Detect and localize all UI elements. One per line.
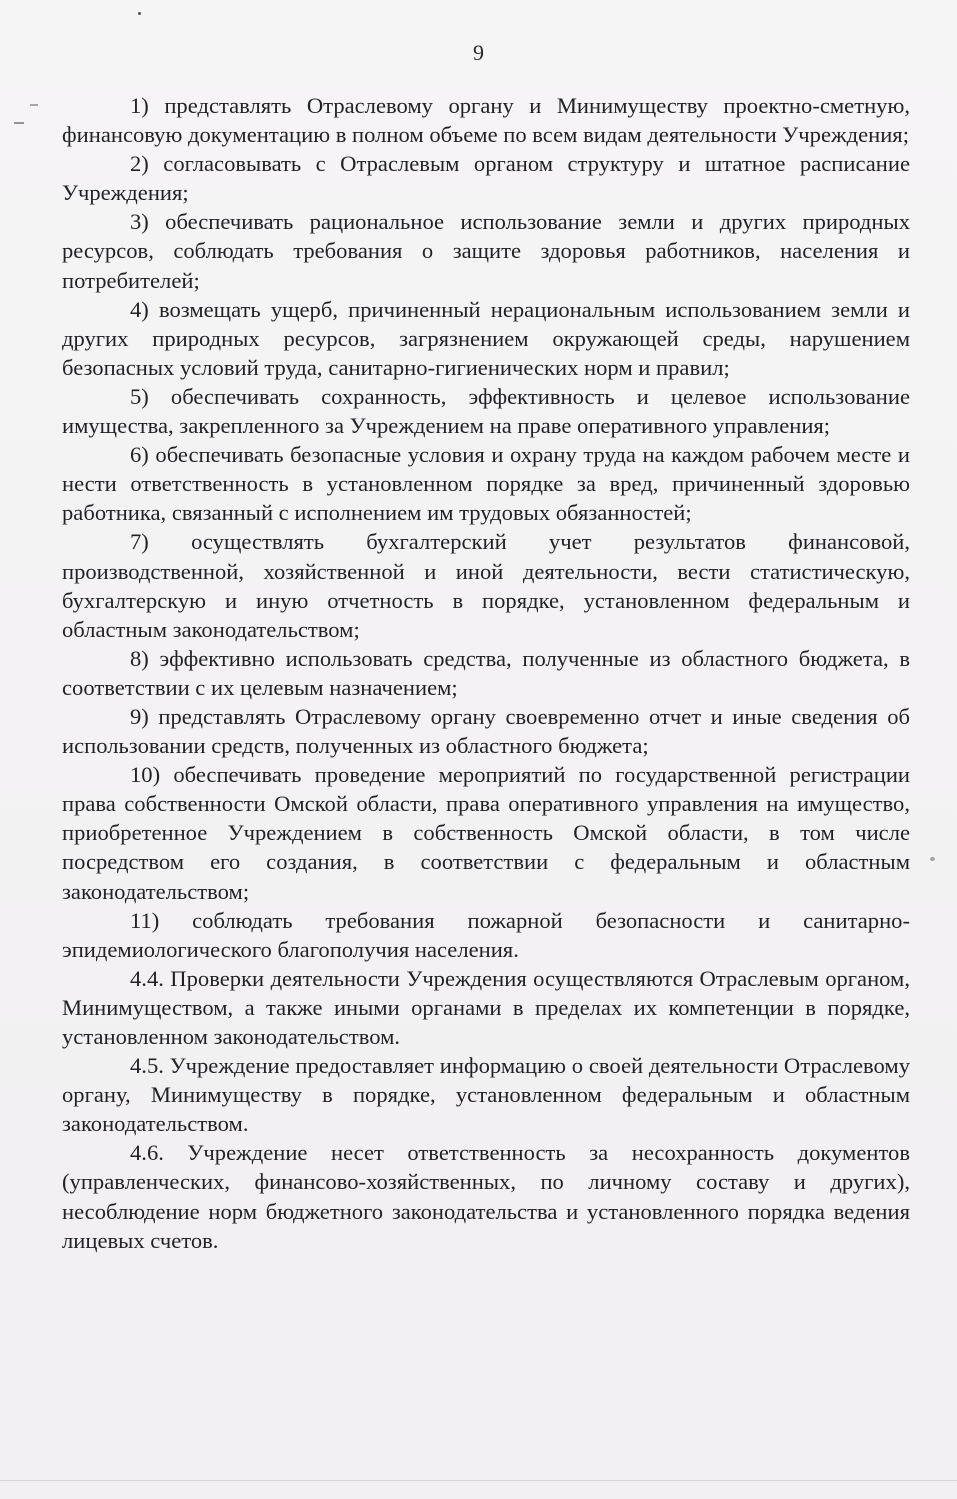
- paragraph: 1) представлять Отраслевому органу и Минимуществу проектно-сметную, финансовую документацию в полном объеме по всем видам деятельности Учреждения;: [62, 93, 910, 148]
- paragraph: 10) обеспечивать проведение мероприятий по государственной регистрации права собственности Омской области, права оперативного управления на имущество, приобретенное Учреждением в собственность Омской области, в том числе посредством его создания, в соответствии с федеральным и областным законодательством;: [62, 762, 910, 904]
- paragraph: 8) эффективно использовать средства, полученные из областного бюджета, в соответствии с их целевым назначением;: [62, 645, 910, 700]
- scan-mark: [30, 104, 38, 106]
- document-body: [62, 91, 910, 1255]
- paragraph: 4.6. Учреждение несет ответственность за несохранность документов (управленческих, финансово-хозяйственных, по личному составу и других), несоблюдение норм бюджетного законодательства и установленного порядка ведения лицевых счетов.: [62, 1140, 910, 1253]
- paragraph: 5) обеспечивать сохранность, эффективность и целевое использование имущества, закрепленного за Учреждением на праве оперативного управления;: [62, 383, 910, 439]
- scan-mark: [138, 12, 141, 15]
- paragraph: 9) представлять Отраслевому органу своевременно отчет и иные сведения об использовании средств, полученных из областного бюджета;: [62, 703, 910, 759]
- paragraph: 6) обеспечивать безопасные условия и охрану труда на каждом рабочем месте и нести ответственность в установленном порядке за вред, причиненный здоровью работника, связанный с исполнением им трудовых обязанностей;: [62, 442, 910, 526]
- paragraph: 2) согласовывать с Отраслевым органом структуру и штатное расписание Учреждения;: [62, 151, 910, 206]
- paragraph: 4.4. Проверки деятельности Учреждения осуществляются Отраслевым органом, Минимуществом, а также иными органами в пределах их компетенции в порядке, установленном законодательством.: [62, 965, 910, 1049]
- paragraph: 7) осуществлять бухгалтерский учет результатов финансовой, производственной, хозяйственной и иной деятельности, вести статистическую, бухгалтерскую и иную отчетность в порядке, установленном федеральным и областным законодательством;: [62, 529, 910, 642]
- paragraph: 4) возмещать ущерб, причиненный нерациональным использованием земли и других природных ресурсов, загрязнением окружающей среды, нарушением безопасных условий труда, санитарно-гигиенических норм и правил;: [62, 296, 910, 380]
- page-bottom-edge: [0, 1480, 957, 1481]
- scan-mark: [14, 122, 24, 124]
- paragraph: 3) обеспечивать рациональное использование земли и других природных ресурсов, соблюдать требования о защите здоровья работников, населения и потребителей;: [62, 209, 910, 293]
- scan-mark: [930, 857, 935, 861]
- paragraph: 11) соблюдать требования пожарной безопасности и санитарно-эпидемиологического благополучия населения.: [62, 907, 910, 962]
- paragraph: 4.5. Учреждение предоставляет информацию о своей деятельности Отраслевому органу, Минимуществу в порядке, установленном федеральным и областным законодательством.: [62, 1053, 910, 1137]
- page-number: 9: [473, 40, 484, 65]
